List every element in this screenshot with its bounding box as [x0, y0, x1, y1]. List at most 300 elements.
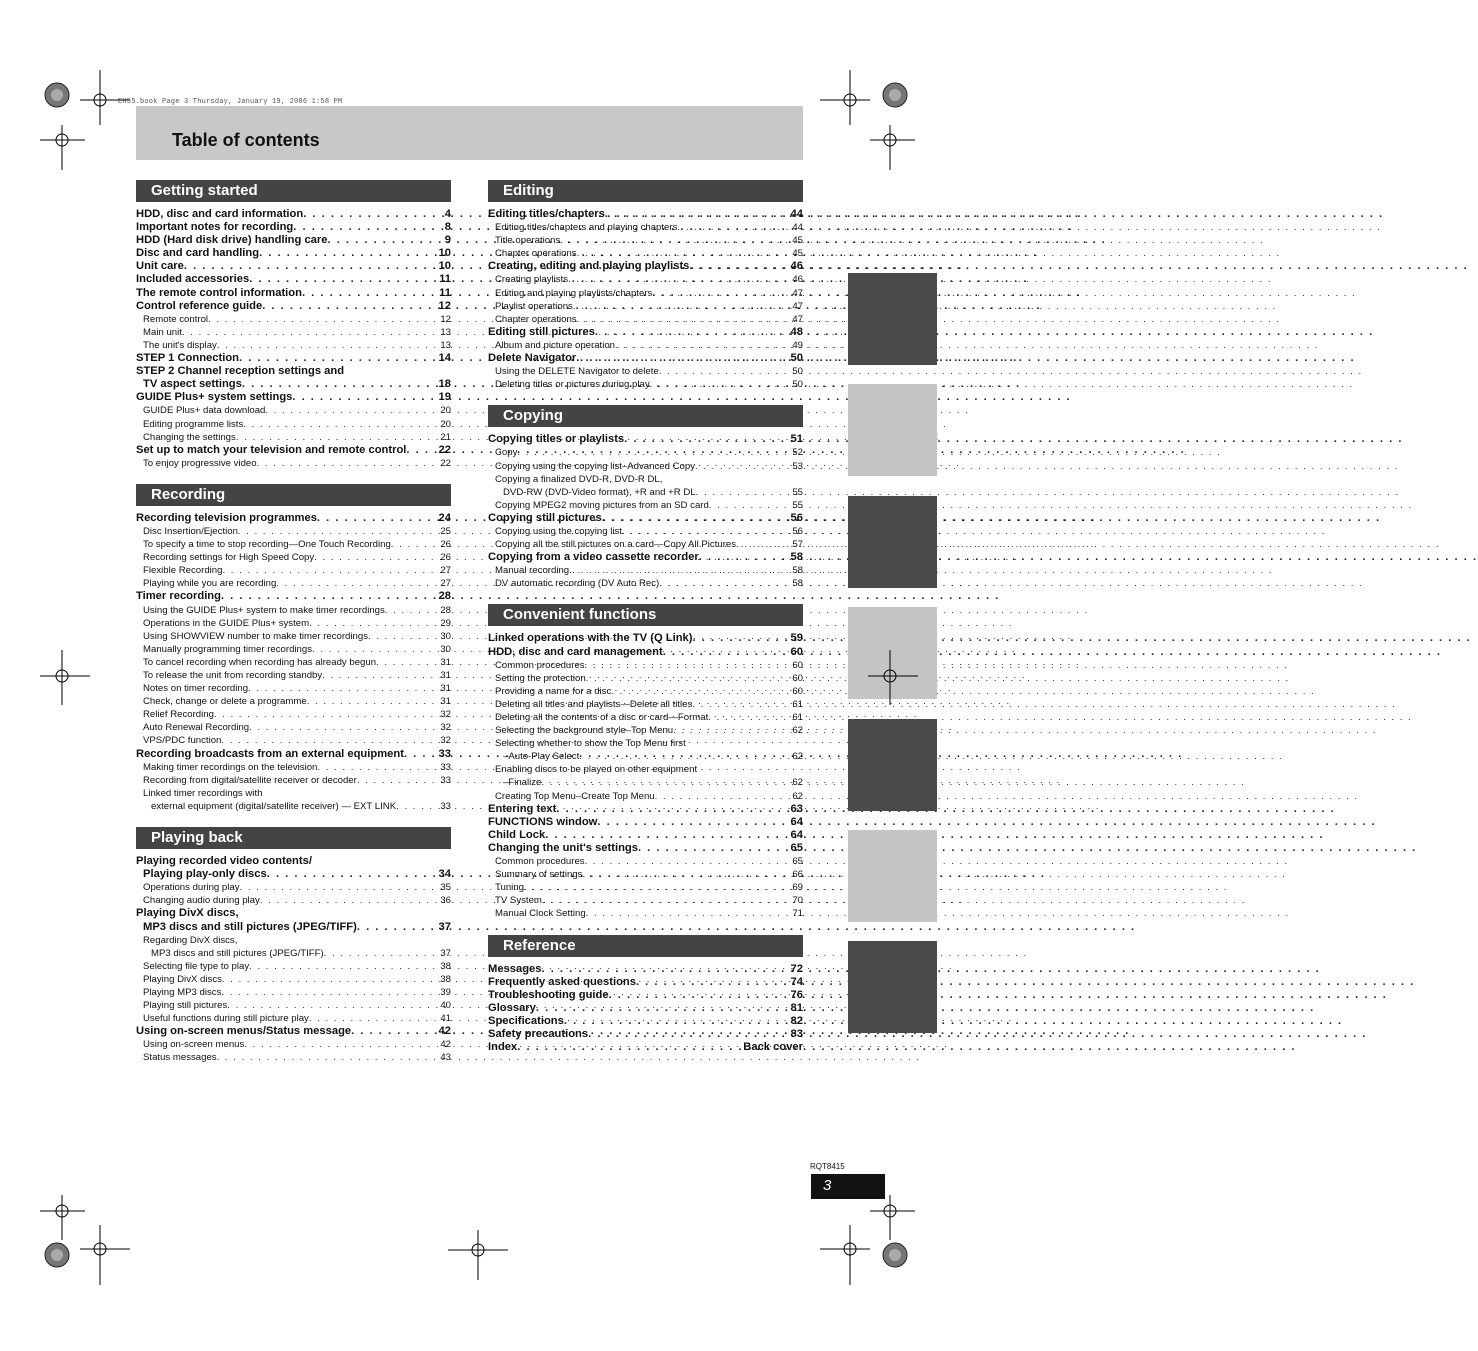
entry-title: Creating playlists	[495, 274, 569, 286]
side-tab[interactable]	[848, 830, 937, 922]
toc-entry[interactable]	[488, 803, 803, 816]
entry-page-number: 58	[792, 578, 803, 590]
dot-leader	[636, 976, 789, 989]
dot-leader	[249, 273, 437, 286]
entry-page-number: 38	[440, 960, 451, 972]
entry-title: Selecting file type to play	[143, 960, 250, 972]
section-title: Editing	[488, 180, 803, 202]
toc-entry[interactable]	[488, 525, 803, 538]
dot-leader	[208, 313, 438, 326]
entry-page-number: 47	[792, 300, 803, 312]
section-title: Getting started	[136, 180, 451, 202]
toc-entry[interactable]	[488, 750, 803, 763]
toc-entry[interactable]	[488, 672, 803, 685]
entry-title: Creating Top Menu–Create Top Menu	[495, 790, 655, 802]
section-title: Convenient functions	[488, 604, 803, 626]
dot-leader	[673, 724, 790, 737]
entry-title: To specify a time to stop recording—One Touch Recording	[143, 539, 391, 551]
entry-page-number: 46	[790, 260, 803, 273]
dot-leader	[217, 1051, 439, 1064]
dot-leader	[638, 842, 789, 855]
toc-entry[interactable]	[488, 685, 803, 698]
toc-entry[interactable]	[136, 695, 451, 708]
entry-title: Recording television programmes	[136, 511, 317, 524]
entry-title: Control reference guide	[136, 299, 263, 312]
dot-leader	[585, 855, 791, 868]
toc-entry[interactable]	[136, 934, 451, 947]
toc-entry-list	[136, 855, 451, 1065]
entry-title: Manual Clock Setting	[495, 908, 586, 920]
entry-page-number: 20	[440, 405, 451, 417]
entry-title: Editing titles/chapters	[488, 208, 605, 220]
toc-entry[interactable]	[136, 391, 451, 404]
entry-page-number: 14	[438, 352, 451, 365]
entry-title: Linked timer recordings with	[143, 787, 263, 799]
toc-entry[interactable]	[136, 538, 451, 551]
entry-page-number: 50	[792, 366, 803, 378]
dot-leader	[376, 656, 438, 669]
dot-leader	[569, 564, 790, 577]
dot-leader	[312, 643, 438, 656]
toc-entry[interactable]	[136, 339, 451, 352]
dot-leader	[542, 963, 789, 976]
toc-entry[interactable]	[136, 999, 451, 1012]
entry-title: Enabling discs to be played on other equipment	[495, 764, 698, 776]
entry-page-number: 19	[438, 391, 451, 404]
dot-leader	[322, 669, 438, 682]
toc-entry[interactable]	[136, 1051, 451, 1064]
entry-page-number: 11	[439, 286, 451, 299]
entry-title: Album and picture operation	[495, 339, 615, 351]
entry-page-number: 45	[792, 248, 803, 260]
side-tab[interactable]	[848, 719, 937, 811]
toc-entry[interactable]	[136, 656, 451, 669]
toc-entry[interactable]	[136, 604, 451, 617]
entry-title: TV System	[495, 895, 542, 907]
toc-entry[interactable]	[488, 473, 803, 486]
dot-leader	[242, 378, 437, 391]
entry-page-number: 10	[438, 260, 451, 273]
entry-page-number: 60	[790, 645, 803, 658]
entry-title: Making timer recordings on the television	[143, 761, 318, 773]
toc-entry[interactable]	[136, 590, 451, 603]
entry-page-number: 42	[440, 1039, 451, 1051]
entry-page-number: 41	[440, 1013, 451, 1025]
entry-page-number: 47	[792, 287, 803, 299]
entry-title: Using on-screen menus	[143, 1039, 245, 1051]
dot-leader	[240, 881, 439, 894]
toc-section	[136, 484, 451, 813]
toc-entry[interactable]	[136, 787, 451, 800]
toc-entry[interactable]	[488, 907, 803, 920]
dot-leader	[327, 234, 442, 247]
toc-section	[136, 827, 451, 1065]
entry-title: MP3 discs and still pictures (JPEG/TIFF)	[143, 920, 357, 933]
entry-page-number: 40	[440, 1000, 451, 1012]
section-title: Copying	[488, 405, 803, 427]
entry-title: Copying still pictures	[488, 511, 602, 524]
toc-entry[interactable]	[136, 431, 451, 444]
entry-page-number: 18	[438, 378, 451, 391]
entry-title: Playing DivX discs,	[136, 907, 239, 920]
toc-entry[interactable]	[488, 659, 803, 672]
entry-title: Deleting all the contents of a disc or card—Format	[495, 712, 709, 723]
entry-page-number: 83	[790, 1027, 803, 1040]
entry-title: Title operations	[495, 235, 561, 247]
toc-entry[interactable]	[488, 234, 803, 247]
entry-page-number: 44	[790, 208, 803, 220]
toc-entry[interactable]	[488, 632, 803, 645]
toc-entry[interactable]	[136, 577, 451, 590]
toc-entry[interactable]	[136, 378, 451, 391]
toc-entry[interactable]	[488, 776, 803, 789]
entry-title: Deleting titles or pictures during play	[495, 379, 650, 391]
toc-entry[interactable]	[488, 1028, 803, 1041]
toc-entry[interactable]	[136, 404, 451, 417]
dot-leader	[545, 829, 788, 842]
toc-entry[interactable]	[488, 486, 803, 499]
toc-entry[interactable]	[136, 512, 451, 525]
dot-leader	[182, 326, 438, 339]
toc-entry[interactable]	[488, 976, 803, 989]
toc-entry[interactable]	[488, 273, 803, 286]
entry-title: Copying using the copying list	[495, 525, 622, 537]
toc-entry[interactable]	[136, 273, 451, 286]
toc-entry[interactable]	[488, 646, 803, 659]
toc-entry[interactable]	[136, 921, 451, 934]
dot-leader	[602, 512, 789, 525]
toc-entry[interactable]	[488, 551, 803, 564]
toc-entry[interactable]	[488, 287, 803, 300]
entry-title: Delete Navigator	[488, 352, 577, 365]
toc-entry[interactable]	[136, 868, 451, 881]
entry-title: Manually programming timer recordings	[143, 643, 313, 655]
page-title: Table of contents	[172, 130, 320, 150]
toc-entry[interactable]	[136, 947, 451, 960]
toc-entry[interactable]	[136, 221, 451, 234]
dot-leader	[585, 659, 791, 672]
toc-entry[interactable]	[488, 711, 803, 724]
entry-title: Copying from a video cassette recorder	[488, 551, 699, 564]
dot-leader	[586, 672, 791, 685]
entry-page-number: 38	[440, 973, 451, 985]
dot-leader	[709, 499, 791, 512]
toc-entry[interactable]	[488, 313, 803, 326]
dot-leader	[276, 577, 438, 590]
toc-entry[interactable]	[136, 894, 451, 907]
entry-title: HDD, disc and card management	[488, 645, 663, 658]
entry-page-number: 64	[790, 815, 803, 828]
dot-leader	[391, 538, 439, 551]
toc-entry[interactable]	[136, 617, 451, 630]
toc-entry[interactable]	[488, 208, 803, 221]
dot-leader	[248, 682, 438, 695]
toc-section	[488, 935, 803, 1055]
document-code: RQT8415	[810, 1162, 845, 1171]
toc-entry[interactable]	[488, 829, 803, 842]
registration-mark-top-right	[820, 70, 915, 170]
toc-entry[interactable]	[488, 816, 803, 829]
entry-page-number: 56	[790, 511, 803, 524]
dot-leader	[317, 761, 438, 774]
toc-entry[interactable]	[136, 365, 451, 378]
entry-title: VPS/PDC function	[143, 735, 222, 747]
dot-leader	[396, 800, 438, 813]
entry-page-number: 57	[792, 539, 803, 551]
toc-entry[interactable]	[136, 352, 451, 365]
toc-entry[interactable]	[488, 221, 803, 234]
entry-title: Child Lock	[488, 828, 546, 841]
entry-title: –Finalize	[503, 777, 542, 789]
entry-title: Editing and playing playlists/chapters	[495, 287, 653, 299]
toc-entry[interactable]	[136, 682, 451, 695]
entry-page-number: 30	[440, 643, 451, 655]
toc-entry[interactable]	[488, 842, 803, 855]
toc-entry[interactable]	[488, 460, 803, 473]
toc-entry[interactable]	[488, 790, 803, 803]
dot-leader	[663, 646, 789, 659]
entry-title: Changing audio during play	[143, 895, 260, 907]
toc-entry[interactable]	[488, 724, 803, 737]
toc-entry[interactable]	[488, 260, 803, 273]
entry-title: Recording broadcasts from an external equipment	[136, 747, 404, 760]
entry-page-number: 25	[440, 525, 451, 537]
entry-title: Useful functions during still picture play	[143, 1013, 309, 1025]
toc-entry[interactable]	[136, 907, 451, 920]
side-tab[interactable]	[848, 496, 937, 588]
toc-entry[interactable]	[136, 1012, 451, 1025]
entry-page-number: 70	[792, 895, 803, 907]
toc-entry[interactable]	[136, 525, 451, 538]
toc-entry[interactable]	[488, 577, 803, 590]
dot-leader	[217, 339, 439, 352]
dot-leader	[556, 803, 788, 816]
toc-entry[interactable]	[488, 894, 803, 907]
toc-entry[interactable]	[136, 234, 451, 247]
entry-title: To enjoy progressive video	[143, 457, 257, 469]
toc-entry[interactable]	[488, 868, 803, 881]
entry-title: STEP 2 Channel reception settings and	[136, 365, 345, 378]
registration-mark-right-middle	[868, 650, 918, 705]
entry-page-number: 24	[438, 511, 451, 524]
entry-title: GUIDE Plus+ data download	[143, 405, 266, 417]
dot-leader	[249, 721, 438, 734]
entry-page-number: 50	[790, 352, 803, 365]
entry-page-number: 32	[440, 722, 451, 734]
toc-entry[interactable]	[488, 989, 803, 1002]
entry-title: Editing still pictures	[488, 325, 595, 338]
dot-leader	[699, 551, 789, 564]
entry-page-number: 35	[440, 882, 451, 894]
dot-leader	[568, 273, 790, 286]
toc-entry[interactable]	[136, 1025, 451, 1038]
entry-page-number: 61	[792, 698, 803, 710]
toc-entry[interactable]	[488, 378, 803, 391]
toc-entry[interactable]	[488, 247, 803, 260]
dot-leader	[222, 564, 438, 577]
dot-leader	[605, 208, 789, 221]
toc-entry-list	[136, 512, 451, 813]
dot-leader	[693, 632, 789, 645]
section-title: Recording	[136, 484, 451, 506]
entry-title: –Auto-Play Select	[503, 751, 580, 763]
entry-title: Linked operations with the TV (Q Link)	[488, 632, 693, 645]
toc-entry[interactable]	[488, 855, 803, 868]
entry-title: Playing DivX discs	[143, 973, 222, 985]
toc-entry[interactable]	[488, 737, 803, 750]
toc-entry[interactable]	[136, 748, 451, 761]
dot-leader	[260, 894, 439, 907]
dot-leader	[293, 221, 443, 234]
toc-entry[interactable]	[136, 208, 451, 221]
toc-entry[interactable]	[136, 643, 451, 656]
entry-page-number: 81	[790, 1001, 803, 1014]
entry-title: Copying using the copying list–Advanced Copy	[495, 460, 695, 472]
dot-leader	[655, 790, 791, 803]
entry-title: DVD-RW (DVD-Video format), +R and +R DL	[503, 486, 696, 498]
dot-leader	[227, 999, 438, 1012]
toc-entry[interactable]	[488, 881, 803, 894]
entry-page-number: 42	[438, 1025, 451, 1038]
toc-entry[interactable]	[136, 260, 451, 273]
entry-title: Relief Recording	[143, 709, 214, 721]
toc-entry[interactable]	[488, 963, 803, 976]
entry-page-number: 11	[439, 273, 451, 286]
toc-entry[interactable]	[488, 564, 803, 577]
dot-leader	[622, 525, 790, 538]
dot-leader	[214, 708, 438, 721]
toc-entry[interactable]	[136, 444, 451, 457]
toc-right-column	[488, 180, 803, 1068]
entry-title: Copy	[495, 447, 518, 459]
toc-entry[interactable]	[136, 300, 451, 313]
entry-page-number: 37	[438, 920, 451, 933]
entry-page-number: 33	[438, 747, 451, 760]
toc-entry[interactable]	[488, 365, 803, 378]
dot-leader	[695, 460, 790, 473]
dot-leader	[236, 431, 439, 444]
toc-entry[interactable]	[488, 499, 803, 512]
entry-page-number: 45	[792, 235, 803, 247]
entry-title: Auto Renewal Recording	[143, 722, 250, 734]
side-tab[interactable]	[848, 384, 937, 476]
dot-leader	[609, 989, 789, 1002]
registration-mark-left-middle	[40, 650, 90, 705]
dot-leader	[244, 1038, 438, 1051]
entry-page-number: 55	[792, 486, 803, 498]
entry-title: Troubleshooting guide	[488, 988, 609, 1001]
toc-entry[interactable]	[488, 1002, 803, 1015]
toc-entry[interactable]	[136, 669, 451, 682]
toc-entry[interactable]	[488, 1015, 803, 1028]
toc-entry[interactable]	[488, 352, 803, 365]
entry-page-number: 39	[440, 986, 451, 998]
entry-page-number: 13	[440, 326, 451, 338]
toc-entry[interactable]	[136, 734, 451, 747]
dot-leader	[624, 433, 788, 446]
toc-entry[interactable]	[488, 339, 803, 352]
entry-title: Using the DELETE Navigator to delete	[495, 366, 659, 378]
entry-title: Chapter operations	[495, 248, 577, 260]
registration-mark-bottom-left	[40, 1195, 130, 1295]
entry-title: GUIDE Plus+ system settings	[136, 391, 293, 404]
toc-entry[interactable]	[136, 630, 451, 643]
entry-title: Copying MPEG2 moving pictures from an SD card	[495, 499, 709, 511]
entry-page-number: 72	[790, 962, 803, 975]
toc-entry[interactable]	[136, 287, 451, 300]
side-tab[interactable]	[848, 941, 937, 1033]
toc-entry[interactable]	[136, 564, 451, 577]
entry-page-number: 61	[792, 712, 803, 723]
entry-title: Copying titles or playlists	[488, 433, 625, 446]
dot-leader	[615, 339, 790, 352]
toc-entry[interactable]	[488, 446, 803, 459]
dot-leader	[652, 287, 790, 300]
toc-entry[interactable]	[136, 800, 451, 813]
entry-page-number: 82	[790, 1014, 803, 1027]
entry-title: Playing while you are recording	[143, 578, 277, 590]
entry-title: DV automatic recording (DV Auto Rec)	[495, 578, 660, 590]
dot-leader	[689, 260, 788, 273]
entry-page-number: 27	[440, 565, 451, 577]
toc-entry[interactable]	[136, 457, 451, 470]
entry-page-number: 60	[792, 685, 803, 697]
dot-leader	[351, 1025, 436, 1038]
entry-page-number: 36	[440, 895, 451, 907]
entry-title: Status messages	[143, 1052, 217, 1064]
entry-title: Operations during play	[143, 882, 240, 894]
dot-leader	[517, 1041, 741, 1054]
toc-entry[interactable]	[488, 1041, 803, 1054]
toc-entry[interactable]	[136, 708, 451, 721]
toc-entry[interactable]	[136, 960, 451, 973]
toc-entry[interactable]	[136, 247, 451, 260]
toc-entry[interactable]	[136, 881, 451, 894]
entry-title: Selecting whether to show the Top Menu first	[495, 738, 686, 750]
toc-entry[interactable]	[488, 326, 803, 339]
toc-entry[interactable]	[136, 721, 451, 734]
toc-entry[interactable]	[488, 698, 803, 711]
toc-entry[interactable]	[136, 313, 451, 326]
entry-page-number: 31	[440, 683, 451, 695]
toc-entry[interactable]	[488, 512, 803, 525]
entry-title: Providing a name for a disc	[495, 685, 612, 697]
toc-entry[interactable]	[136, 986, 451, 999]
toc-entry[interactable]	[488, 763, 803, 776]
toc-entry[interactable]	[488, 300, 803, 313]
toc-entry[interactable]	[488, 433, 803, 446]
dot-leader	[265, 404, 438, 417]
dot-leader	[595, 326, 789, 339]
entry-title: Flexible Recording	[143, 565, 223, 577]
entry-page-number: 31	[440, 696, 451, 708]
toc-entry[interactable]	[136, 418, 451, 431]
toc-entry[interactable]	[136, 774, 451, 787]
dot-leader	[517, 446, 790, 459]
toc-entry[interactable]	[136, 326, 451, 339]
toc-entry[interactable]	[136, 855, 451, 868]
entry-title: Remote control	[143, 313, 209, 325]
toc-entry[interactable]	[136, 761, 451, 774]
side-tab[interactable]	[848, 273, 937, 365]
entry-page-number: 12	[438, 299, 451, 312]
toc-entry[interactable]	[136, 973, 451, 986]
dot-leader	[542, 894, 790, 907]
toc-entry[interactable]	[488, 538, 803, 551]
toc-entry[interactable]	[136, 551, 451, 564]
toc-entry[interactable]	[136, 1038, 451, 1051]
entry-title: To release the unit from recording standby	[143, 670, 323, 681]
